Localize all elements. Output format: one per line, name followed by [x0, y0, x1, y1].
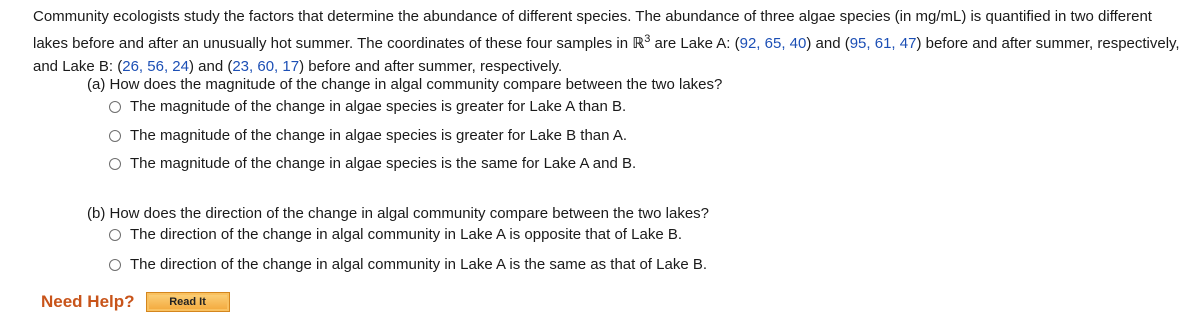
option-label: The magnitude of the change in algae species is the same for Lake A and B.: [130, 155, 637, 172]
radio-button[interactable]: [109, 229, 121, 241]
radio-button[interactable]: [109, 259, 121, 271]
stem-text-2: are Lake A: (: [650, 35, 740, 52]
part-b-question: (b) How does the direction of the change in algal community compare between the two lakes?: [87, 205, 710, 222]
option-label: The magnitude of the change in algae species is greater for Lake A than B.: [130, 98, 627, 115]
option-label: The direction of the change in algal community in Lake A is the same as that of Lake B.: [130, 256, 708, 273]
option-label: The magnitude of the change in algae species is greater for Lake B than A.: [130, 127, 627, 144]
lake-a-after-values: 95, 61, 47: [849, 35, 917, 52]
part-a-option-1[interactable]: [109, 98, 626, 115]
stem-text-6: ) before and after summer, respectively.: [299, 58, 563, 75]
radio-button[interactable]: [109, 130, 121, 142]
read-it-button[interactable]: Read It: [146, 292, 230, 312]
real-symbol: ℝ: [632, 34, 645, 52]
stem-text-3: ) and (: [806, 35, 850, 52]
problem-statement: [33, 5, 1183, 78]
radio-button[interactable]: [109, 101, 121, 113]
part-a-option-3[interactable]: [109, 155, 636, 172]
part-a-option-2[interactable]: [109, 127, 627, 144]
stem-text-1: Community ecologists study the factors that determine the abundance of different species. The abundance of three algae species (in mg/mL) is quantified in two different lakes before and after an unusually hot summer. The coordinates of these four samples in: [33, 8, 1152, 52]
part-a-question: (a) How does the magnitude of the change in algal community compare between the two lakes?: [87, 76, 723, 93]
real-exponent: 3: [644, 33, 651, 45]
stem-text-5: ) and (: [188, 58, 233, 75]
need-help-label: Need Help?: [41, 292, 135, 311]
lake-a-before-values: 92, 65, 40: [739, 35, 807, 52]
part-b-option-2[interactable]: [109, 256, 707, 273]
option-label: The direction of the change in algal community in Lake A is opposite that of Lake B.: [130, 226, 683, 243]
lake-b-after-values: 23, 60, 17: [232, 58, 300, 75]
real-space-symbol: [632, 34, 650, 52]
lake-b-before-values: 26, 56, 24: [122, 58, 189, 75]
need-help-bar: [41, 292, 230, 312]
radio-button[interactable]: [109, 158, 121, 170]
stem-text-4: ) before and after summer, respectively, and Lake B: (: [33, 35, 1180, 75]
part-b-option-1[interactable]: [109, 226, 682, 243]
